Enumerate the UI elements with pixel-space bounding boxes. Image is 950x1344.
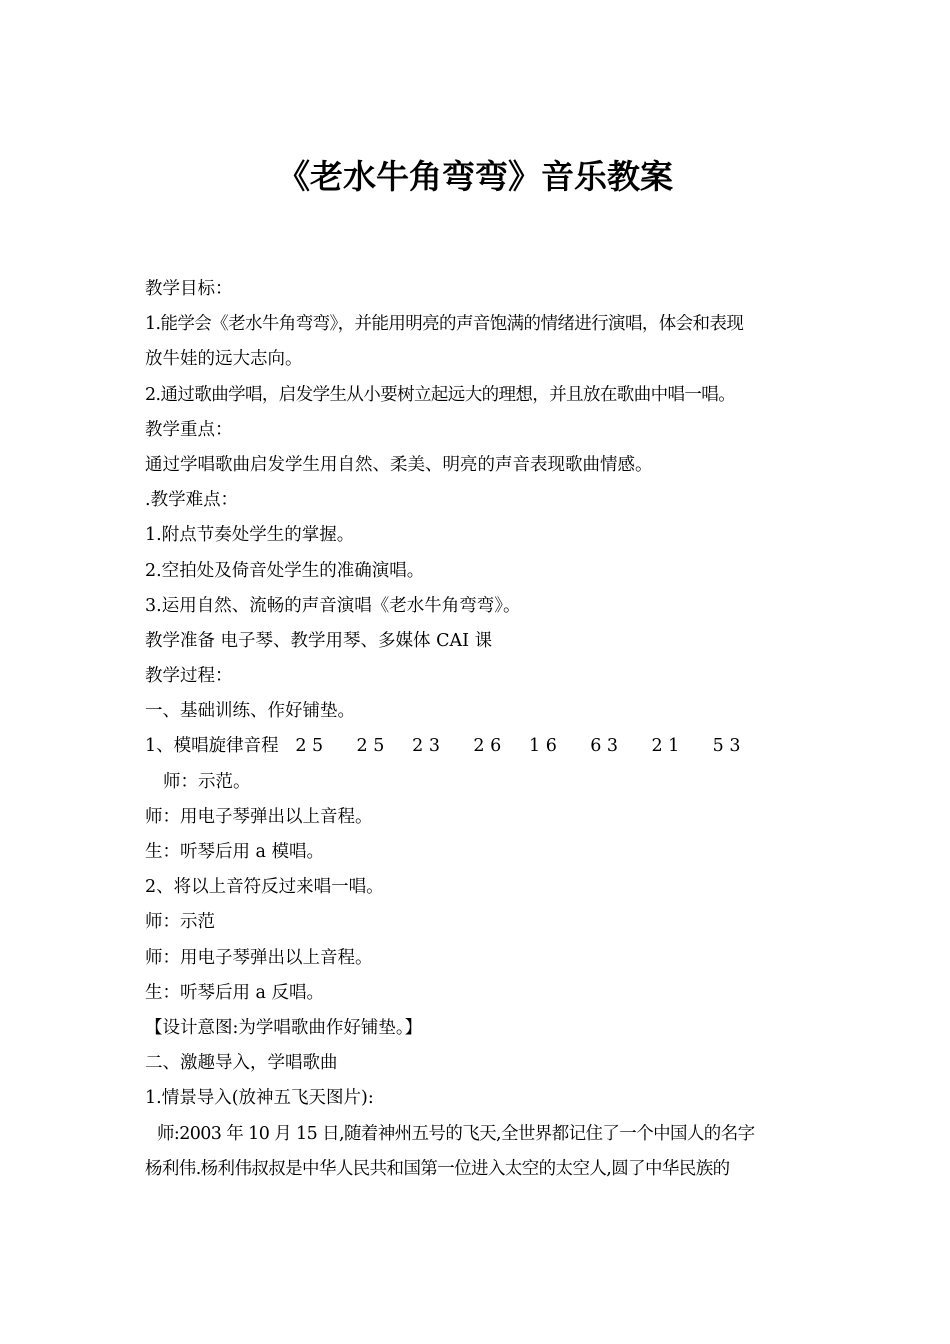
paragraph-line: 二、激趣导入，学唱歌曲: [145, 1053, 338, 1074]
paragraph-line: 1.能学会《老水牛角弯弯》，并能用明亮的声音饱满的情绪进行演唱，体会和表现: [145, 314, 744, 335]
section-heading-process: 教学过程：: [145, 666, 233, 687]
paragraph-line: 2.通过歌曲学唱，启发学生从小要树立起远大的理想，并且放在歌曲中唱一唱。: [145, 384, 736, 405]
paragraph-line: 杨利伟.杨利伟叔叔是中华人民共和国第一位进入太空的太空人,圆了中华民族的: [145, 1158, 730, 1179]
paragraph-line: 通过学唱歌曲启发学生用自然、柔美、明亮的声音表现歌曲情感。: [145, 454, 653, 475]
section-heading-objectives: 教学目标：: [145, 279, 233, 299]
paragraph-line: 2、将以上音符反过来唱一唱。: [145, 877, 384, 898]
paragraph-line: 1.情景导入(放神五飞天图片):: [145, 1088, 374, 1109]
paragraph-line: 2.空拍处及倚音处学生的准确演唱。: [145, 560, 425, 581]
paragraph-line: 师：示范。: [163, 771, 251, 792]
paragraph-line: 生：听琴后用 a 模唱。: [145, 842, 325, 862]
section-heading-key-points: 教学重点：: [145, 419, 233, 440]
paragraph-line: 师：示范: [145, 912, 215, 933]
interval-exercise-line: 1、模唱旋律音程 2 5 2 5 2 3 2 6 1 6 6 3 2 1 5 3: [145, 736, 741, 757]
paragraph-line: 1.附点节奏处学生的掌握。: [145, 525, 355, 546]
section-heading-difficulties: .教学难点：: [145, 490, 239, 511]
paragraph-line: 生：听琴后用 a 反唱。: [145, 982, 325, 1003]
paragraph-line: 放牛娃的远大志向。: [145, 349, 303, 370]
design-intent-note: 【设计意图:为学唱歌曲作好铺垫。】: [145, 1017, 423, 1038]
paragraph-line: 师:2003 年 10 月 15 日,随着神州五号的飞天,全世界都记住了一个中国人的名字: [157, 1123, 755, 1144]
document-body: [145, 272, 817, 1187]
paragraph-line: 一、基础训练、作好铺垫。: [145, 701, 355, 722]
paragraph-line: 3.运用自然、流畅的声音演唱《老水牛角弯弯》。: [145, 595, 521, 616]
paragraph-line: 教学准备 电子琴、教学用琴、多媒体 CAI 课: [145, 630, 493, 651]
paragraph-line: 师：用电子琴弹出以上音程。: [145, 947, 373, 968]
paragraph-line: 师：用电子琴弹出以上音程。: [145, 806, 373, 827]
document-title: 《老水牛角弯弯》音乐教案: [277, 157, 673, 196]
